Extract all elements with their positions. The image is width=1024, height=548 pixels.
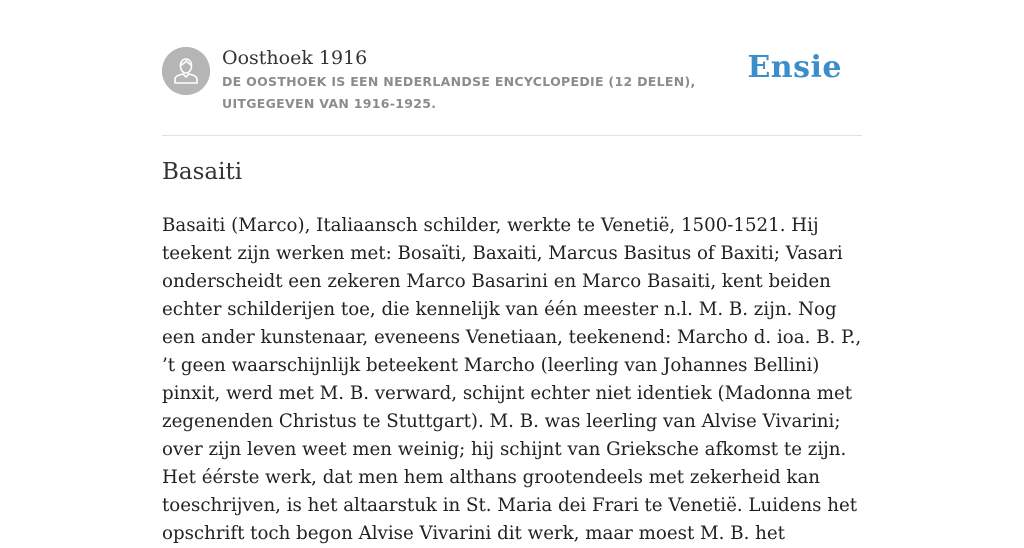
source-description: DE OOSTHOEK IS EEN NEDERLANDSE ENCYCLOPEDIE (12 DELEN), UITGEGEVEN VAN 1916-1925. [222,74,696,111]
ensie-logo[interactable]: Ensie [747,50,842,85]
user-icon[interactable] [162,47,210,95]
article-body: Basaiti (Marco), Italiaansch schilder, werkte te Venetië, 1500-1521. Hij teekent zijn werken met: Bosaïti, Baxaiti, Marcus Basitus of Baxiti; Vasari onderscheidt een zekeren Marco Basarini en Marco Basaiti, kent beiden echter schilderijen toe, die kennelijk van één meester n.l. M. B. zijn. Nog een ander kunstenaar, eveneens Venetiaan, teekenend: Marcho d. ioa. B. P., ’t geen waarschijnlijk beteekent Marcho (leerling van Johannes Bellini) pinxit, werd met M. B. verward, schijnt echter niet identiek (Madonna met zegenenden Christus te Stuttgart). M. B. was leerling van Alvise Vivarini; over zijn leven weet men weinig; hij schijnt van Grieksche afkomst te zijn. Het éérste werk, dat men hem althans grootendeels met zekerheid kan toeschrijven, is het altaarstuk in St. Maria dei Frari te Venetië. Luidens het opschrift toch begon Alvise Vivarini dit werk, maar moest M. B. het [162,215,862,544]
source-info [222,45,762,115]
page [162,0,862,544]
source-title[interactable]: Oosthoek 1916 [222,47,368,69]
source-header [162,0,862,136]
article-title: Basaiti [162,159,243,185]
